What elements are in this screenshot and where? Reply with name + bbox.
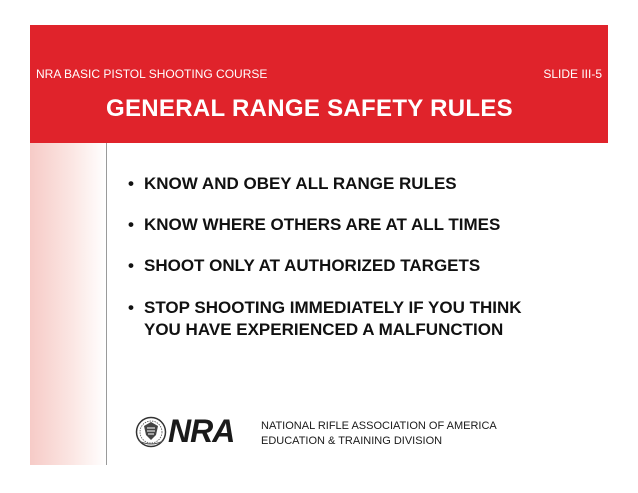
nra-logo-text: NRA (168, 413, 235, 449)
organization-name: NATIONAL RIFLE ASSOCIATION OF AMERICA (261, 420, 497, 432)
bullet-text: STOP SHOOTING IMMEDIATELY IF YOU THINK YOU HAVE EXPERIENCED A MALFUNCTION (144, 298, 522, 339)
course-name: NRA BASIC PISTOL SHOOTING COURSE (36, 67, 268, 81)
list-item (128, 214, 500, 236)
division-name: EDUCATION & TRAINING DIVISION (261, 435, 443, 447)
nra-logo (135, 411, 235, 453)
bullet-text: KNOW WHERE OTHERS ARE AT ALL TIMES (144, 215, 501, 234)
bullet-marker: • (128, 215, 134, 234)
organization-info (261, 419, 497, 449)
bullet-marker: • (128, 174, 134, 193)
header-banner (30, 25, 608, 143)
bullet-marker: • (128, 256, 134, 275)
slide-number: SLIDE III-5 (543, 67, 602, 81)
list-item (128, 255, 480, 277)
side-decoration (30, 143, 107, 465)
bullet-text: KNOW AND OBEY ALL RANGE RULES (144, 174, 457, 193)
slide-title: GENERAL RANGE SAFETY RULES (106, 95, 513, 122)
list-item (128, 297, 544, 341)
bullet-text: SHOOT ONLY AT AUTHORIZED TARGETS (144, 256, 481, 275)
list-item (128, 173, 457, 195)
nra-seal-icon (135, 411, 167, 453)
bullet-marker: • (128, 298, 134, 317)
